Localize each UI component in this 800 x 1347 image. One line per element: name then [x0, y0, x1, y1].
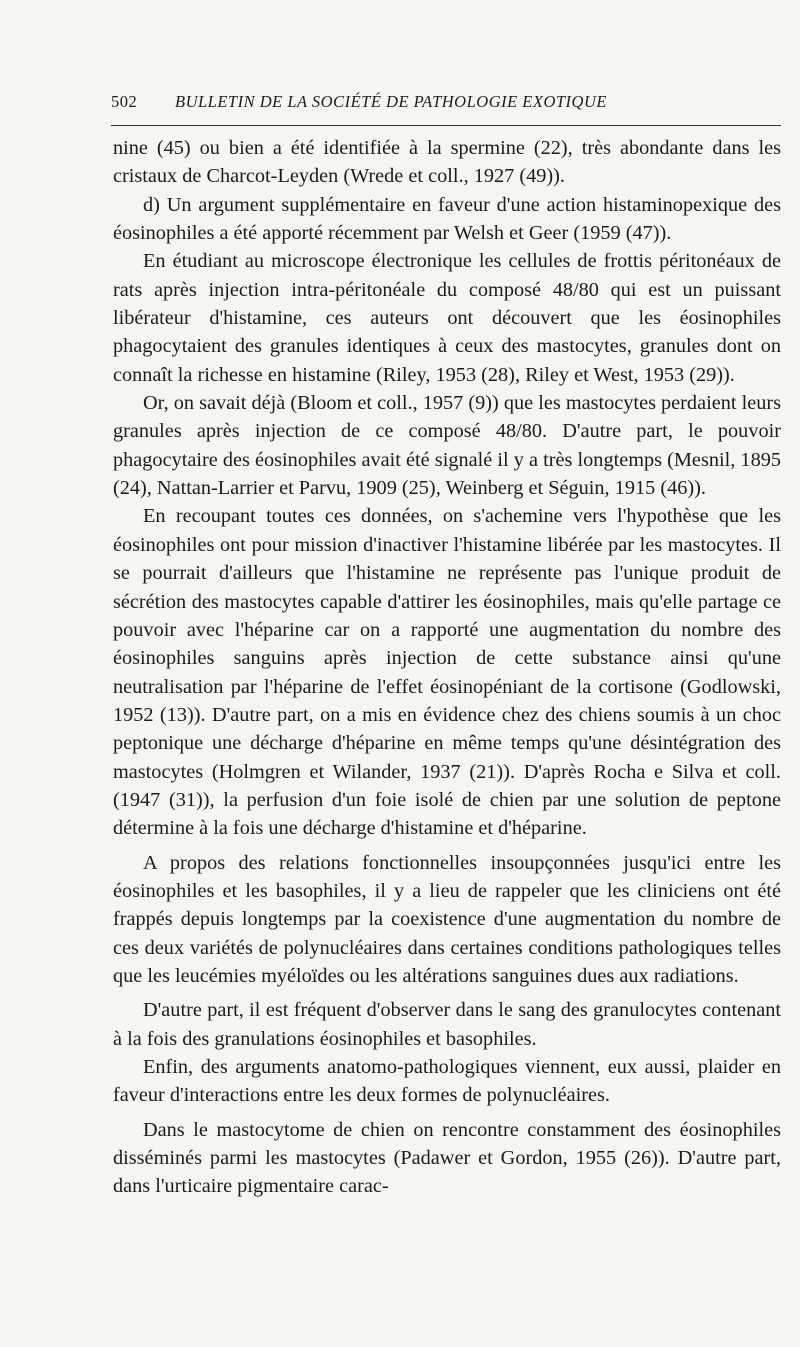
header-rule — [111, 125, 781, 126]
paragraph-5: En recoupant toutes ces données, on s'achemine vers l'hypothèse que les éosinophiles ont pour mission d'inactiver l'histamine libérée par les mastocytes. Il se pourrait d'ailleurs que l'histamine ne représente pas l'unique produit de sécrétion des mastocytes capable d'attirer les éosinophiles, mais qu'elle partage ce pouvoir avec l'héparine car on a rapporté une augmentation du nombre des éosinophiles sanguins après injection de cette substance ainsi qu'une neutralisation par l'héparine de l'effet éosinopéniant de la cortisone (Godlowski, 1952 (13)). D'autre part, on a mis en évidence chez des chiens soumis à un choc peptonique une décharge d'héparine en même temps qu'une désintégration des mastocytes (Holmgren et Wilander, 1937 (21)). D'après Rocha e Silva et coll. (1947 (31)), la perfusion d'un foie isolé de chien par une solution de peptone détermine à la fois une décharge d'histamine et d'héparine. — [113, 505, 781, 840]
paragraph-4: Or, on savait déjà (Bloom et coll., 1957 (9)) que les mastocytes perdaient leurs granules après injection de ce composé 48/80. D'autre part, le pouvoir phagocytaire des éosinophiles avait été signalé il y a très longtemps (Mesnil, 1895 (24), Nattan-Larrier et Parvu, 1909 (25), Weinberg et Séguin, 1915 (46)). — [113, 392, 781, 500]
page-number: 502 — [111, 92, 138, 111]
body-text — [113, 134, 781, 1201]
paragraph-6: A propos des relations fonctionnelles insoupçonnées jusqu'ici entre les éosinophiles et les basophiles, il y a lieu de rappeler que les cliniciens ont été frappés depuis longtemps par la coexistence d'une augmentation du nombre de ces deux variétés de polynucléaires dans certaines conditions pathologiques telles que les leucémies myéloïdes ou les altérations sanguines dues aux radiations. — [113, 851, 781, 987]
journal-title: BULLETIN DE LA SOCIÉTÉ DE PATHOLOGIE EXOTIQUE — [175, 92, 607, 111]
paragraph-1: nine (45) ou bien a été identifiée à la spermine (22), très abondante dans les cristaux de Charcot-Leyden (Wrede et coll., 1927 (49)). — [113, 137, 781, 188]
paragraph-9: Dans le mastocytome de chien on rencontre constamment des éosinophiles disséminés parmi les mastocytes (Padawer et Gordon, 1955 (26)). D'autre part, dans l'urticaire pigmentaire carac- — [113, 1118, 781, 1198]
paragraph-2: d) Un argument supplémentaire en faveur d'une action histaminopexique des éosinophiles a été apporté récemment par Welsh et Geer (1959 (47)). — [113, 193, 781, 245]
paragraph-8: Enfin, des arguments anatomo-pathologiques viennent, eux aussi, plaider en faveur d'interactions entre les deux formes de polynucléaires. — [113, 1056, 781, 1107]
paragraph-3: En étudiant au microscope électronique les cellules de frottis péritonéaux de rats après injection intra-péritonéale du composé 48/80 qui est un puissant libérateur d'histamine, ces auteurs ont découvert que les éosinophiles phagocytaient des granules identiques à ceux des mastocytes, granules dont on connaît la richesse en histamine (Riley, 1953 (28), Riley et West, 1953 (29)). — [113, 250, 781, 386]
paragraph-7: D'autre part, il est fréquent d'observer dans le sang des granulocytes contenant à la fois des granulations éosinophiles et basophiles. — [113, 999, 781, 1050]
